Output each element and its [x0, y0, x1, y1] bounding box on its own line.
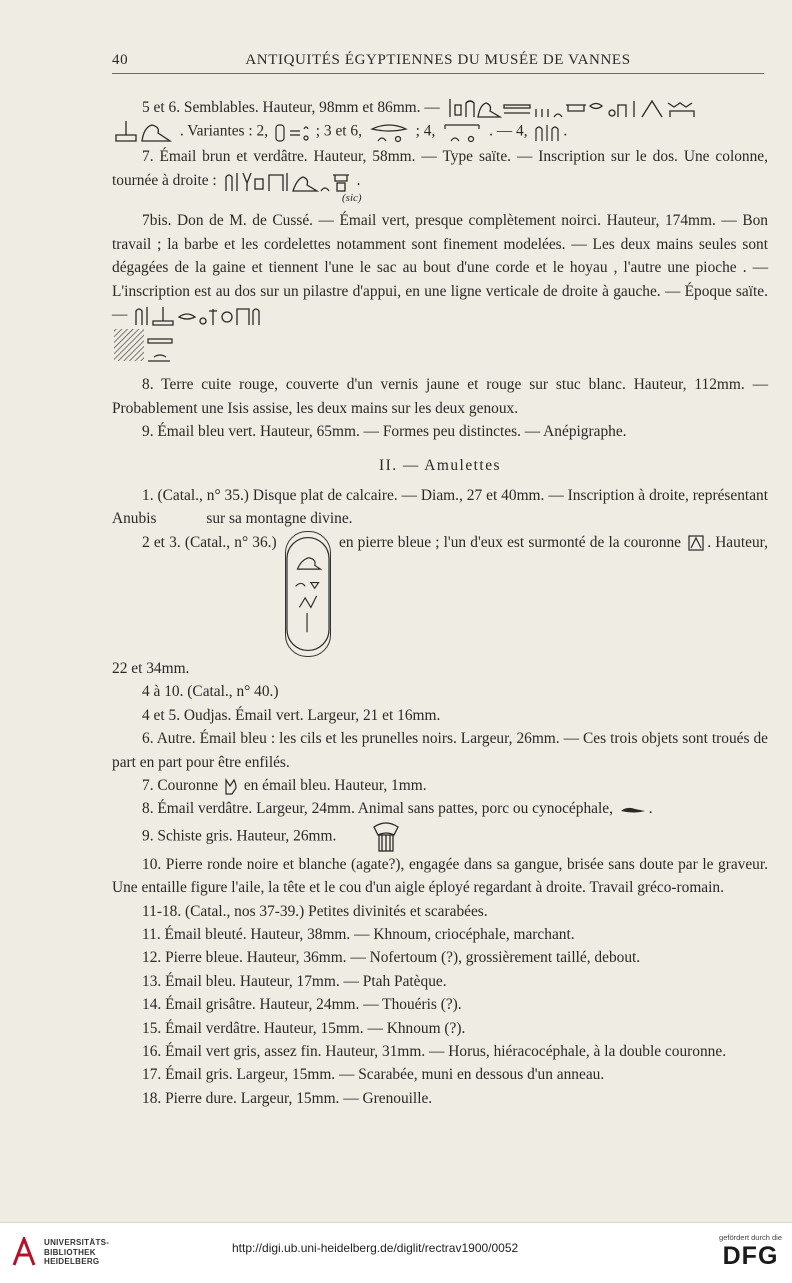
- amulet-4-10: 4 à 10. (Catal., n° 40.): [142, 683, 279, 701]
- glyph-continuation-line: [112, 327, 768, 373]
- sponsor-block: [719, 1233, 782, 1270]
- paragraph-7: 7. Émail brun et verdâtre. Hauteur, 58mm. — Type saïte. — Inscription sur le dos. Une colonne, tournée à droite : .: [112, 145, 768, 193]
- page-number: 40: [112, 52, 129, 68]
- amulet-18: 18. Pierre dure. Largeur, 15mm. — Grenouille.: [142, 1089, 433, 1107]
- digitization-footer: [0, 1222, 792, 1283]
- amulet-11: 11. Émail bleuté. Hauteur, 38mm. — Khnoum, criocéphale, marchant.: [142, 925, 575, 943]
- variant-sign-4-icon: [533, 121, 561, 143]
- header-rule: [112, 73, 764, 74]
- paragraph-5-6: 5 et 6. Semblables. Hauteur, 98mm et 86mm. —: [112, 96, 768, 119]
- cartouche-icon: [285, 531, 331, 657]
- schist-figure-icon: [370, 821, 402, 853]
- amulet-17: 17. Émail gris. Largeur, 15mm. — Scarabée, muni en dessous d'un anneau.: [142, 1066, 605, 1084]
- amulet-4-5: 4 et 5. Oudjas. Émail vert. Largeur, 21 et 16mm.: [142, 706, 441, 724]
- amulet-12: 12. Pierre bleue. Hauteur, 36mm. — Nofertoum (?), grossièrement taillé, debout.: [142, 949, 641, 967]
- amulet-7: 7. Couronne en émail bleu. Hauteur, 1mm.: [112, 774, 768, 797]
- dfg-logo: DFG: [722, 1242, 779, 1270]
- cartouche-block: [112, 531, 768, 727]
- amulet-1: 1. (Catal., n° 35.) Disque plat de calcaire. — Diam., 27 et 40mm. — Inscription à droite, représentant Anubis sur sa montagne divine.: [112, 487, 768, 528]
- paragraph-8: 8. Terre cuite rouge, couverte d'un vernis jaune et rouge sur stuc blanc. Hauteur, 112mm. — Probablement une Isis assise, les deux mains sur les deux genoux.: [112, 376, 768, 417]
- paragraph-9: 9. Émail bleu vert. Hauteur, 65mm. — Formes peu distinctes. — Anépigraphe.: [142, 423, 627, 441]
- permalink[interactable]: http://digi.ub.uni-heidelberg.de/diglit/rectrav1900/0052: [232, 1241, 519, 1255]
- amulet-14: 14. Émail grisâtre. Hauteur, 24mm. — Thouéris (?).: [142, 996, 462, 1014]
- hatched-block-icon: [112, 327, 182, 367]
- running-title: ANTIQUITÉS ÉGYPTIENNES DU MUSÉE DE VANNES: [245, 52, 631, 68]
- library-name: UNIVERSITÄTS- BIBLIOTHEK HEIDELBERG: [44, 1238, 110, 1266]
- animal-sign-icon: [619, 805, 647, 815]
- sponsor-label: gefördert durch die: [719, 1233, 782, 1242]
- page-body: [112, 96, 768, 1110]
- amulet-1-cont: sur sa montagne divine.: [206, 510, 353, 528]
- variant-sign-2-icon: [368, 121, 410, 143]
- amulet-8: 8. Émail verdâtre. Largeur, 24mm. Animal sans pattes, porc ou cynocéphale, .: [142, 800, 653, 818]
- amulet-10: 10. Pierre ronde noire et blanche (agate?), engagée dans sa gangue, brisée sans doute par le graveur. Une entaille figure l'aile, la tête et le cou d'un aigle éployé regardant à droite. Travail gréco-romain.: [112, 855, 768, 897]
- column-inscription-icon: [223, 169, 355, 193]
- variant-sign-3-icon: [441, 121, 483, 143]
- amulet-13: 13. Émail bleu. Hauteur, 17mm. — Ptah Patèque.: [142, 972, 447, 990]
- university-logo-icon: [10, 1237, 38, 1267]
- amulet-6: 6. Autre. Émail bleu : les cils et les prunelles noirs. Largeur, 26mm. — Ces trois objets sont troués de part en part pour être enfilés.: [112, 730, 768, 771]
- amulet-9: 9. Schiste gris. Hauteur, 26mm.: [112, 821, 768, 853]
- amulet-15: 15. Émail verdâtre. Hauteur, 15mm. — Khnoum (?).: [142, 1019, 466, 1037]
- paragraph-variants: . Variantes : 2, ; 3 et 6, ; 4, . — 4, .: [112, 119, 768, 145]
- amulet-16: 16. Émail vert gris, assez fin. Hauteur, 31mm. — Horus, hiéracocéphale, à la double couronne.: [142, 1042, 727, 1060]
- variant-sign-icon: [274, 121, 310, 143]
- crown-sign-icon: [687, 534, 705, 552]
- amulet-2-3: 2 et 3. (Catal., n° 36.) en pierre bleue ; l'un d'eux est surmonté de la couronne . Hauteur, 22 et 34mm.: [112, 531, 768, 680]
- section-heading-amulettes: II. — Amulettes: [378, 456, 502, 474]
- paragraph-7bis: 7bis. Don de M. de Cussé. — Émail vert, presque complètement noirci. Hauteur, 174mm. — Bon travail ; la barbe et les cordelettes notamment sont finement modelées. — Les deux mains seules sont dégagées de la gaine et tiennent l'une le sac au bout d'une corde et le hoyau , l'autre une pioche . — L'inscription est au dos sur un pilastre d'appui, en une ligne verticale de droite à gauche. — Époque saïte. —: [112, 209, 768, 327]
- red-crown-icon: [224, 776, 238, 796]
- amulet-11-18: 11-18. (Catal., nos 37-39.) Petites divinités et scarabées.: [142, 902, 488, 920]
- hieroglyph-group-icon: [114, 119, 174, 145]
- saite-inscription-icon: [133, 303, 263, 327]
- hieroglyph-inscription-icon: [446, 97, 700, 119]
- sic-annotation: (sic): [342, 192, 362, 205]
